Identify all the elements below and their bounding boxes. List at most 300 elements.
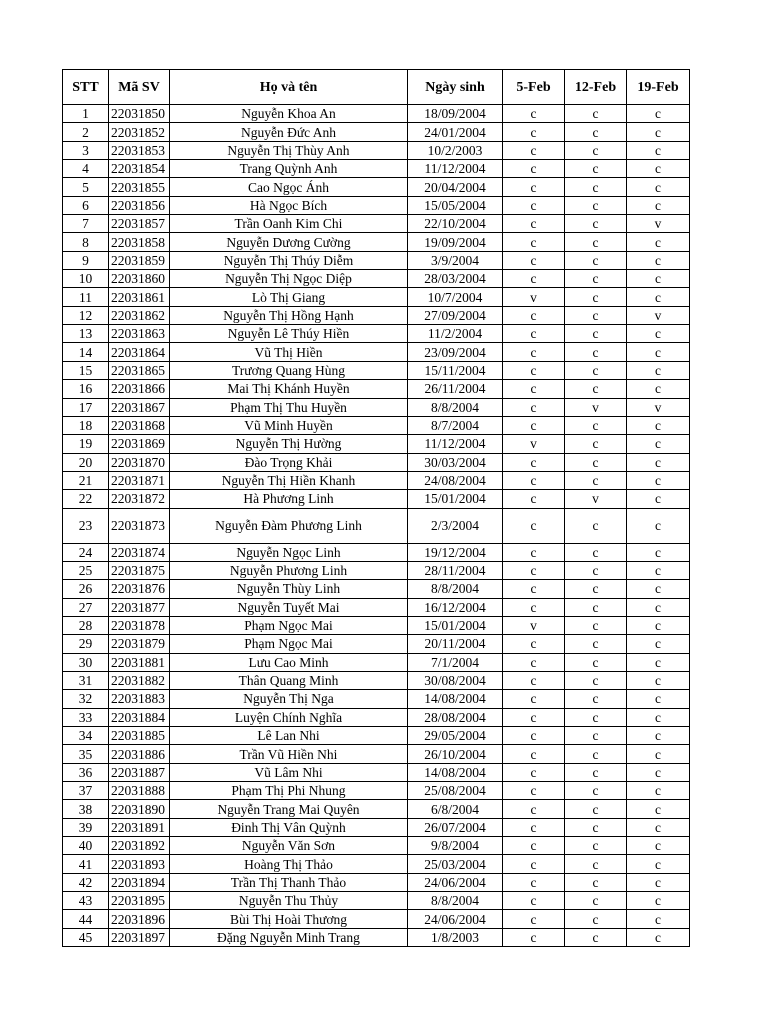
birth-date-cell: 24/06/2004	[408, 873, 503, 891]
attendance-cell-2: c	[565, 361, 627, 379]
attendance-cell-1: c	[503, 270, 565, 288]
stt-cell: 14	[63, 343, 109, 361]
table-row	[63, 690, 690, 708]
attendance-cell-3: c	[627, 892, 690, 910]
student-id-cell: 22031850	[109, 105, 170, 123]
stt-cell: 35	[63, 745, 109, 763]
full-name-cell: Nguyễn Ngọc Linh	[170, 543, 408, 561]
student-id-cell: 22031872	[109, 490, 170, 508]
attendance-cell-2: c	[565, 818, 627, 836]
stt-cell: 10	[63, 270, 109, 288]
table-row	[63, 745, 690, 763]
birth-date-cell: 14/08/2004	[408, 690, 503, 708]
attendance-cell-3: c	[627, 598, 690, 616]
attendance-cell-2: c	[565, 708, 627, 726]
birth-date-cell: 10/7/2004	[408, 288, 503, 306]
attendance-cell-2: c	[565, 160, 627, 178]
stt-cell: 38	[63, 800, 109, 818]
stt-cell: 20	[63, 453, 109, 471]
stt-cell: 22	[63, 490, 109, 508]
stt-cell: 28	[63, 616, 109, 634]
stt-cell: 31	[63, 671, 109, 689]
attendance-cell-3: c	[627, 196, 690, 214]
birth-date-cell: 28/08/2004	[408, 708, 503, 726]
attendance-cell-2: v	[565, 490, 627, 508]
birth-date-cell: 15/01/2004	[408, 616, 503, 634]
birth-date-cell: 9/8/2004	[408, 837, 503, 855]
attendance-cell-1: c	[503, 855, 565, 873]
attendance-cell-3: c	[627, 616, 690, 634]
table-row	[63, 123, 690, 141]
stt-cell: 27	[63, 598, 109, 616]
stt-cell: 15	[63, 361, 109, 379]
full-name-cell: Nguyễn Thị Hiền Khanh	[170, 471, 408, 489]
stt-cell: 12	[63, 306, 109, 324]
table-row	[63, 873, 690, 891]
birth-date-cell: 6/8/2004	[408, 800, 503, 818]
student-id-cell: 22031873	[109, 508, 170, 543]
full-name-cell: Nguyễn Tuyết Mai	[170, 598, 408, 616]
attendance-cell-1: c	[503, 215, 565, 233]
full-name-cell: Phạm Thị Thu Huyền	[170, 398, 408, 416]
full-name-cell: Nguyễn Thị Hường	[170, 435, 408, 453]
birth-date-cell: 15/01/2004	[408, 490, 503, 508]
attendance-cell-2: c	[565, 270, 627, 288]
attendance-cell-3: v	[627, 306, 690, 324]
table-row	[63, 416, 690, 434]
attendance-cell-1: c	[503, 800, 565, 818]
student-id-cell: 22031859	[109, 251, 170, 269]
header-date-2: 12-Feb	[565, 70, 627, 105]
student-id-cell: 22031896	[109, 910, 170, 928]
attendance-cell-3: c	[627, 435, 690, 453]
birth-date-cell: 11/12/2004	[408, 160, 503, 178]
table-row	[63, 708, 690, 726]
birth-date-cell: 26/10/2004	[408, 745, 503, 763]
full-name-cell: Nguyễn Thị Ngọc Diệp	[170, 270, 408, 288]
stt-cell: 26	[63, 580, 109, 598]
student-id-cell: 22031875	[109, 561, 170, 579]
student-id-cell: 22031856	[109, 196, 170, 214]
birth-date-cell: 20/11/2004	[408, 635, 503, 653]
birth-date-cell: 18/09/2004	[408, 105, 503, 123]
full-name-cell: Nguyễn Dương Cường	[170, 233, 408, 251]
birth-date-cell: 20/04/2004	[408, 178, 503, 196]
table-row	[63, 325, 690, 343]
header-date-1: 5-Feb	[503, 70, 565, 105]
full-name-cell: Thân Quang Minh	[170, 671, 408, 689]
full-name-cell: Phạm Ngọc Mai	[170, 635, 408, 653]
table-row	[63, 141, 690, 159]
full-name-cell: Đinh Thị Vân Quỳnh	[170, 818, 408, 836]
attendance-cell-1: c	[503, 251, 565, 269]
attendance-cell-1: c	[503, 928, 565, 946]
attendance-cell-1: c	[503, 543, 565, 561]
attendance-cell-1: v	[503, 435, 565, 453]
full-name-cell: Lê Lan Nhi	[170, 727, 408, 745]
attendance-cell-1: c	[503, 343, 565, 361]
birth-date-cell: 24/06/2004	[408, 910, 503, 928]
full-name-cell: Nguyễn Trang Mai Quyên	[170, 800, 408, 818]
attendance-cell-1: c	[503, 653, 565, 671]
table-row	[63, 616, 690, 634]
student-id-cell: 22031866	[109, 380, 170, 398]
table-row	[63, 782, 690, 800]
attendance-cell-3: c	[627, 508, 690, 543]
attendance-cell-2: c	[565, 325, 627, 343]
stt-cell: 40	[63, 837, 109, 855]
attendance-cell-1: c	[503, 782, 565, 800]
attendance-cell-2: c	[565, 653, 627, 671]
student-id-cell: 22031871	[109, 471, 170, 489]
attendance-cell-3: c	[627, 270, 690, 288]
birth-date-cell: 8/8/2004	[408, 892, 503, 910]
attendance-cell-2: c	[565, 892, 627, 910]
attendance-cell-3: c	[627, 727, 690, 745]
stt-cell: 7	[63, 215, 109, 233]
student-id-cell: 22031853	[109, 141, 170, 159]
attendance-cell-2: c	[565, 343, 627, 361]
birth-date-cell: 15/05/2004	[408, 196, 503, 214]
attendance-cell-1: c	[503, 471, 565, 489]
attendance-cell-2: c	[565, 690, 627, 708]
attendance-cell-1: c	[503, 416, 565, 434]
stt-cell: 8	[63, 233, 109, 251]
stt-cell: 39	[63, 818, 109, 836]
table-row	[63, 543, 690, 561]
header-stt: STT	[63, 70, 109, 105]
attendance-cell-3: c	[627, 671, 690, 689]
table-row	[63, 233, 690, 251]
student-id-cell: 22031877	[109, 598, 170, 616]
attendance-cell-2: c	[565, 251, 627, 269]
student-id-cell: 22031885	[109, 727, 170, 745]
table-body	[63, 105, 690, 947]
full-name-cell: Nguyễn Thu Thủy	[170, 892, 408, 910]
full-name-cell: Nguyễn Thị Nga	[170, 690, 408, 708]
attendance-cell-2: c	[565, 800, 627, 818]
stt-cell: 9	[63, 251, 109, 269]
attendance-cell-2: c	[565, 928, 627, 946]
table-row	[63, 635, 690, 653]
stt-cell: 1	[63, 105, 109, 123]
attendance-cell-3: c	[627, 855, 690, 873]
attendance-cell-1: c	[503, 818, 565, 836]
student-id-cell: 22031891	[109, 818, 170, 836]
attendance-cell-1: c	[503, 727, 565, 745]
attendance-cell-2: c	[565, 215, 627, 233]
full-name-cell: Nguyễn Thị Hồng Hạnh	[170, 306, 408, 324]
full-name-cell: Bùi Thị Hoài Thương	[170, 910, 408, 928]
student-id-cell: 22031854	[109, 160, 170, 178]
attendance-cell-1: c	[503, 325, 565, 343]
birth-date-cell: 26/11/2004	[408, 380, 503, 398]
attendance-cell-2: c	[565, 543, 627, 561]
table-row	[63, 471, 690, 489]
student-id-cell: 22031861	[109, 288, 170, 306]
birth-date-cell: 10/2/2003	[408, 141, 503, 159]
student-id-cell: 22031883	[109, 690, 170, 708]
attendance-cell-3: v	[627, 215, 690, 233]
attendance-cell-3: c	[627, 251, 690, 269]
stt-cell: 5	[63, 178, 109, 196]
attendance-table	[62, 69, 690, 947]
full-name-cell: Phạm Thị Phi Nhung	[170, 782, 408, 800]
full-name-cell: Phạm Ngọc Mai	[170, 616, 408, 634]
full-name-cell: Lưu Cao Minh	[170, 653, 408, 671]
full-name-cell: Nguyễn Đức Anh	[170, 123, 408, 141]
attendance-cell-2: c	[565, 671, 627, 689]
attendance-cell-3: c	[627, 653, 690, 671]
attendance-cell-2: c	[565, 435, 627, 453]
attendance-cell-3: c	[627, 763, 690, 781]
student-id-cell: 22031862	[109, 306, 170, 324]
table-row	[63, 380, 690, 398]
attendance-cell-3: c	[627, 233, 690, 251]
header-date-3: 19-Feb	[627, 70, 690, 105]
table-row	[63, 105, 690, 123]
attendance-cell-1: c	[503, 635, 565, 653]
full-name-cell: Nguyễn Phương Linh	[170, 561, 408, 579]
attendance-cell-3: c	[627, 745, 690, 763]
table-row	[63, 892, 690, 910]
stt-cell: 11	[63, 288, 109, 306]
attendance-cell-3: c	[627, 561, 690, 579]
student-id-cell: 22031878	[109, 616, 170, 634]
student-id-cell: 22031888	[109, 782, 170, 800]
birth-date-cell: 3/9/2004	[408, 251, 503, 269]
attendance-cell-3: c	[627, 471, 690, 489]
attendance-cell-1: c	[503, 105, 565, 123]
birth-date-cell: 8/8/2004	[408, 398, 503, 416]
attendance-cell-3: c	[627, 325, 690, 343]
stt-cell: 2	[63, 123, 109, 141]
birth-date-cell: 24/08/2004	[408, 471, 503, 489]
attendance-cell-3: c	[627, 708, 690, 726]
student-id-cell: 22031857	[109, 215, 170, 233]
attendance-cell-1: c	[503, 178, 565, 196]
attendance-cell-3: c	[627, 105, 690, 123]
table-row	[63, 671, 690, 689]
attendance-cell-3: c	[627, 690, 690, 708]
attendance-cell-3: c	[627, 141, 690, 159]
table-row	[63, 727, 690, 745]
attendance-cell-2: c	[565, 580, 627, 598]
attendance-cell-1: c	[503, 141, 565, 159]
student-id-cell: 22031858	[109, 233, 170, 251]
full-name-cell: Hoàng Thị Thảo	[170, 855, 408, 873]
stt-cell: 19	[63, 435, 109, 453]
attendance-cell-1: c	[503, 837, 565, 855]
birth-date-cell: 28/11/2004	[408, 561, 503, 579]
attendance-cell-1: c	[503, 453, 565, 471]
birth-date-cell: 2/3/2004	[408, 508, 503, 543]
student-id-cell: 22031886	[109, 745, 170, 763]
table-row	[63, 800, 690, 818]
full-name-cell: Nguyễn Thị Thúy Diễm	[170, 251, 408, 269]
attendance-cell-3: c	[627, 543, 690, 561]
birth-date-cell: 8/8/2004	[408, 580, 503, 598]
attendance-cell-2: c	[565, 837, 627, 855]
table-row	[63, 490, 690, 508]
student-id-cell: 22031895	[109, 892, 170, 910]
attendance-cell-3: c	[627, 490, 690, 508]
stt-cell: 3	[63, 141, 109, 159]
birth-date-cell: 25/08/2004	[408, 782, 503, 800]
attendance-cell-1: v	[503, 616, 565, 634]
full-name-cell: Mai Thị Khánh Huyền	[170, 380, 408, 398]
birth-date-cell: 11/2/2004	[408, 325, 503, 343]
attendance-cell-2: c	[565, 178, 627, 196]
stt-cell: 4	[63, 160, 109, 178]
full-name-cell: Nguyễn Lê Thúy Hiền	[170, 325, 408, 343]
attendance-cell-3: c	[627, 178, 690, 196]
table-row	[63, 910, 690, 928]
attendance-cell-1: c	[503, 910, 565, 928]
attendance-cell-1: c	[503, 398, 565, 416]
attendance-cell-3: c	[627, 160, 690, 178]
birth-date-cell: 26/07/2004	[408, 818, 503, 836]
attendance-cell-1: c	[503, 196, 565, 214]
attendance-cell-1: c	[503, 233, 565, 251]
table-row	[63, 580, 690, 598]
stt-cell: 6	[63, 196, 109, 214]
full-name-cell: Trần Oanh Kim Chi	[170, 215, 408, 233]
birth-date-cell: 29/05/2004	[408, 727, 503, 745]
table-row	[63, 288, 690, 306]
attendance-cell-1: c	[503, 671, 565, 689]
birth-date-cell: 1/8/2003	[408, 928, 503, 946]
attendance-cell-3: c	[627, 288, 690, 306]
attendance-cell-2: c	[565, 727, 627, 745]
full-name-cell: Đặng Nguyễn Minh Trang	[170, 928, 408, 946]
attendance-cell-2: c	[565, 508, 627, 543]
stt-cell: 25	[63, 561, 109, 579]
table-row	[63, 928, 690, 946]
attendance-cell-1: c	[503, 763, 565, 781]
birth-date-cell: 16/12/2004	[408, 598, 503, 616]
attendance-cell-1: c	[503, 160, 565, 178]
full-name-cell: Cao Ngọc Ánh	[170, 178, 408, 196]
attendance-cell-1: c	[503, 892, 565, 910]
attendance-cell-1: c	[503, 708, 565, 726]
attendance-cell-2: c	[565, 380, 627, 398]
attendance-cell-2: c	[565, 873, 627, 891]
attendance-cell-2: c	[565, 453, 627, 471]
attendance-cell-3: c	[627, 453, 690, 471]
stt-cell: 17	[63, 398, 109, 416]
attendance-cell-3: c	[627, 873, 690, 891]
student-id-cell: 22031863	[109, 325, 170, 343]
attendance-cell-2: c	[565, 123, 627, 141]
stt-cell: 23	[63, 508, 109, 543]
attendance-cell-2: c	[565, 782, 627, 800]
stt-cell: 33	[63, 708, 109, 726]
table-row	[63, 398, 690, 416]
stt-cell: 21	[63, 471, 109, 489]
full-name-cell: Vũ Lâm Nhi	[170, 763, 408, 781]
stt-cell: 44	[63, 910, 109, 928]
attendance-cell-3: c	[627, 361, 690, 379]
stt-cell: 24	[63, 543, 109, 561]
header-birth-date: Ngày sinh	[408, 70, 503, 105]
full-name-cell: Trương Quang Hùng	[170, 361, 408, 379]
table-row	[63, 653, 690, 671]
attendance-cell-2: c	[565, 598, 627, 616]
table-row	[63, 453, 690, 471]
attendance-cell-3: c	[627, 343, 690, 361]
birth-date-cell: 22/10/2004	[408, 215, 503, 233]
attendance-cell-3: c	[627, 837, 690, 855]
full-name-cell: Nguyễn Văn Sơn	[170, 837, 408, 855]
full-name-cell: Vũ Thị Hiền	[170, 343, 408, 361]
student-id-cell: 22031855	[109, 178, 170, 196]
student-id-cell: 22031890	[109, 800, 170, 818]
student-id-cell: 22031865	[109, 361, 170, 379]
attendance-cell-2: c	[565, 233, 627, 251]
attendance-cell-3: c	[627, 818, 690, 836]
birth-date-cell: 30/03/2004	[408, 453, 503, 471]
attendance-cell-2: c	[565, 105, 627, 123]
table-row	[63, 215, 690, 233]
student-id-cell: 22031852	[109, 123, 170, 141]
table-row	[63, 818, 690, 836]
attendance-cell-1: c	[503, 361, 565, 379]
attendance-cell-2: c	[565, 635, 627, 653]
student-id-cell: 22031881	[109, 653, 170, 671]
birth-date-cell: 8/7/2004	[408, 416, 503, 434]
table-row	[63, 160, 690, 178]
stt-cell: 37	[63, 782, 109, 800]
stt-cell: 42	[63, 873, 109, 891]
student-id-cell: 22031879	[109, 635, 170, 653]
table-row	[63, 306, 690, 324]
student-id-cell: 22031882	[109, 671, 170, 689]
student-id-cell: 22031868	[109, 416, 170, 434]
attendance-cell-1: c	[503, 123, 565, 141]
stt-cell: 30	[63, 653, 109, 671]
stt-cell: 45	[63, 928, 109, 946]
full-name-cell: Nguyễn Đàm Phương Linh	[170, 508, 408, 543]
full-name-cell: Hà Ngọc Bích	[170, 196, 408, 214]
attendance-cell-2: c	[565, 471, 627, 489]
attendance-cell-1: c	[503, 508, 565, 543]
student-id-cell: 22031897	[109, 928, 170, 946]
birth-date-cell: 19/12/2004	[408, 543, 503, 561]
header-student-id: Mã SV	[109, 70, 170, 105]
attendance-cell-2: c	[565, 141, 627, 159]
full-name-cell: Trần Vũ Hiền Nhi	[170, 745, 408, 763]
full-name-cell: Lò Thị Giang	[170, 288, 408, 306]
student-id-cell: 22031867	[109, 398, 170, 416]
student-id-cell: 22031887	[109, 763, 170, 781]
attendance-cell-3: c	[627, 416, 690, 434]
table-row	[63, 178, 690, 196]
student-id-cell: 22031869	[109, 435, 170, 453]
birth-date-cell: 28/03/2004	[408, 270, 503, 288]
table-row	[63, 837, 690, 855]
table-row	[63, 196, 690, 214]
student-id-cell: 22031892	[109, 837, 170, 855]
full-name-cell: Trần Thị Thanh Thảo	[170, 873, 408, 891]
birth-date-cell: 15/11/2004	[408, 361, 503, 379]
full-name-cell: Vũ Minh Huyền	[170, 416, 408, 434]
attendance-cell-1: c	[503, 561, 565, 579]
table-row	[63, 561, 690, 579]
table-row	[63, 855, 690, 873]
table-row	[63, 361, 690, 379]
student-id-cell: 22031876	[109, 580, 170, 598]
